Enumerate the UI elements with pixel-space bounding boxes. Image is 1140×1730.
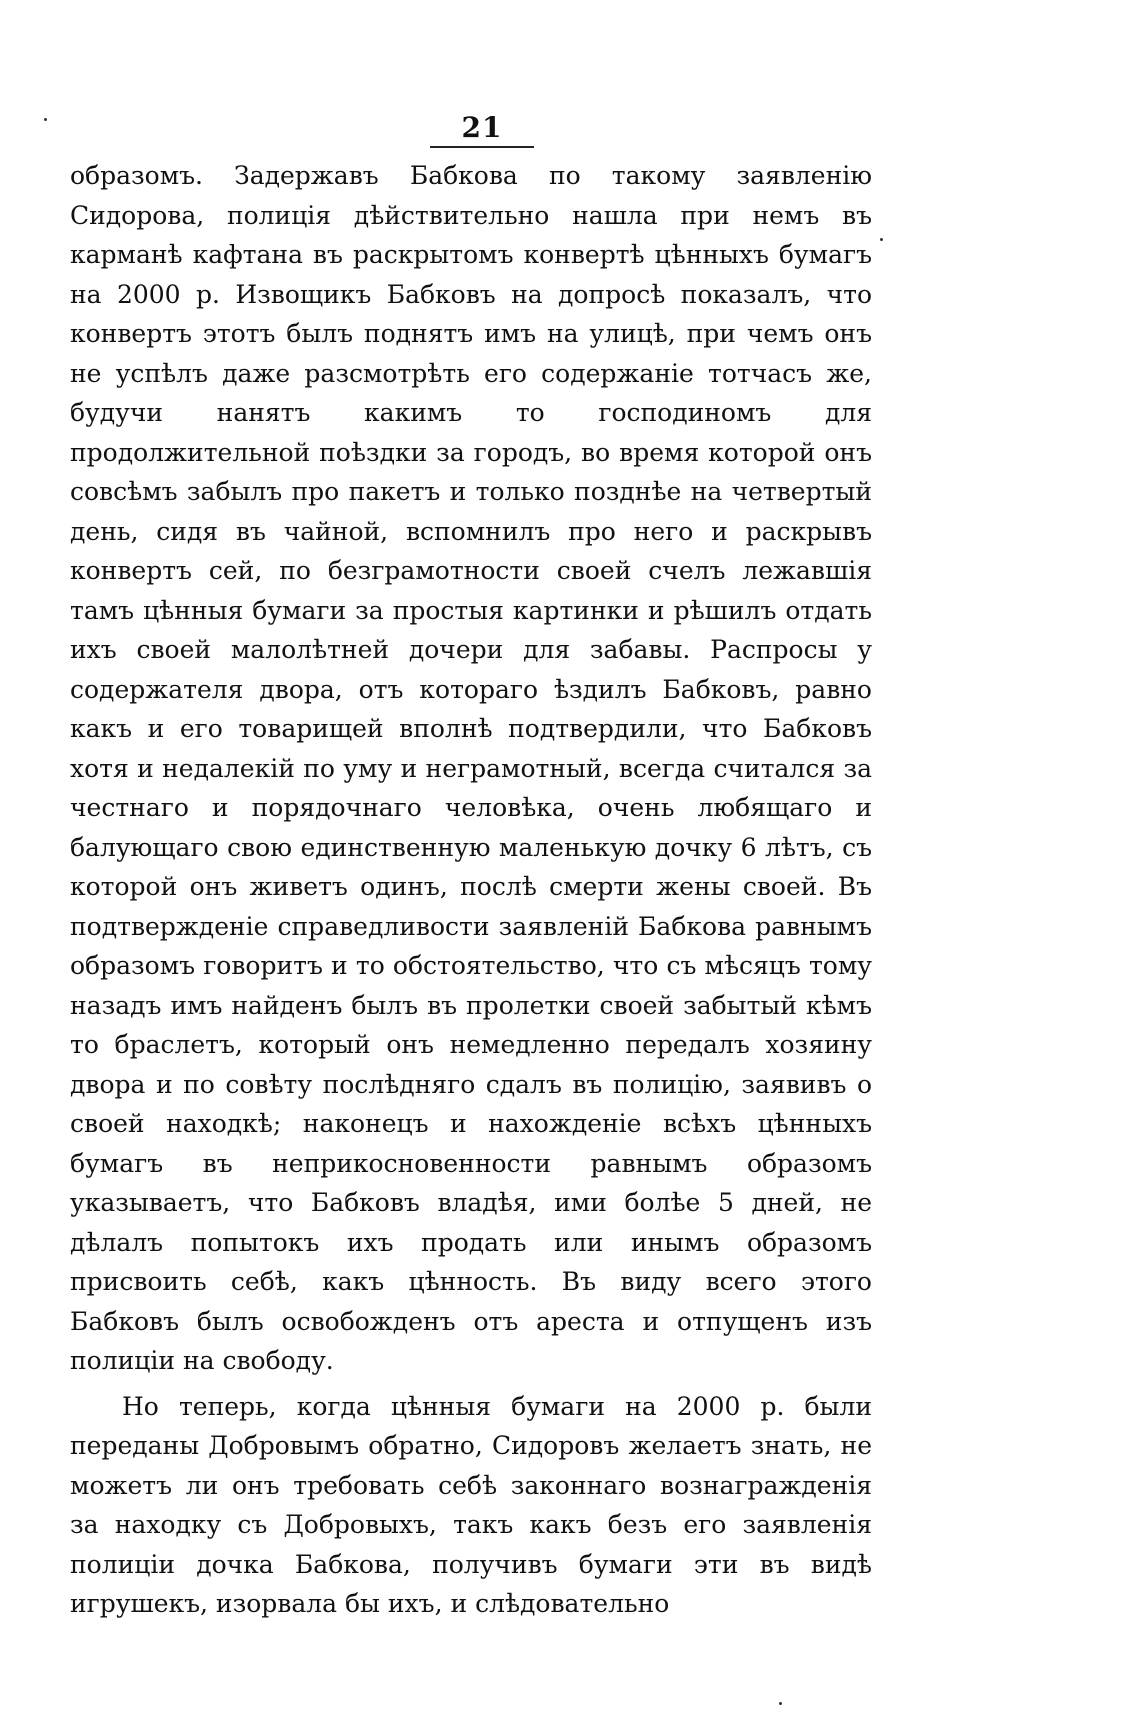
print-speck <box>880 238 883 241</box>
page-number-rule <box>430 146 534 148</box>
body-text <box>70 156 872 1624</box>
page-number: 21 <box>461 111 503 144</box>
paragraph-1: образомъ. Задержавъ Бабкова по такому заявленію Сидорова, полиція дѣйствительно нашла при немъ въ карманѣ кафтана въ раскрытомъ конвертѣ цѣнныхъ бумагъ на 2000 р. Извощикъ Бабковъ на допросѣ показалъ, что конвертъ этотъ былъ поднятъ имъ на улицѣ, при чемъ онъ не успѣлъ даже разсмотрѣть его содержаніе тотчасъ же, будучи нанятъ какимъ то господиномъ для продолжительной поѣздки за городъ, во время которой онъ совсѣмъ забылъ про пакетъ и только позднѣе на четвертый день, сидя въ чайной, вспомнилъ про него и раскрывъ конвертъ сей, по безграмотности своей счелъ лежавшія тамъ цѣнныя бумаги за простыя картинки и рѣшилъ отдать ихъ своей малолѣтней дочери для забавы. Распросы у содержателя двора, отъ котораго ѣздилъ Бабковъ, равно какъ и его товарищей вполнѣ подтвердили, что Бабковъ хотя и недалекій по уму и неграмотный, всегда считался за честнаго и порядочнаго человѣка, очень любящаго и балующаго свою единственную маленькую дочку 6 лѣтъ, съ которой онъ живетъ одинъ, послѣ смерти жены своей. Въ подтвержденіе справедливости заявленій Бабкова равнымъ образомъ говоритъ и то обстоятельство, что съ мѣсяцъ тому назадъ имъ найденъ былъ въ пролетки своей забытый кѣмъ то браслетъ, который онъ немедленно передалъ хозяину двора и по совѣту послѣдняго сдалъ въ полицію, заявивъ о своей находкѣ; наконецъ и нахожденіе всѣхъ цѣнныхъ бумагъ въ неприкосновенности равнымъ образомъ указываетъ, что Бабковъ владѣя, ими болѣе 5 дней, не дѣлалъ попытокъ ихъ продать или инымъ образомъ присвоить себѣ, какъ цѣнность. Въ виду всего этого Бабковъ былъ освобожденъ отъ ареста и отпущенъ изъ полиціи на свободу. <box>70 161 872 1375</box>
paragraph-2: Но теперь, когда цѣнныя бумаги на 2000 р. были переданы Добровымъ обратно, Сидоровъ желаетъ знать, не можетъ ли онъ требовать себѣ законнаго вознагражденія за находку съ Добровыхъ, такъ какъ безъ его заявленія полиціи дочка Бабкова, получивъ бумаги эти въ видѣ игрушекъ, изорвала бы ихъ, и слѣдовательно <box>70 1391 872 1618</box>
print-speck <box>779 1702 782 1705</box>
print-speck <box>44 118 47 121</box>
